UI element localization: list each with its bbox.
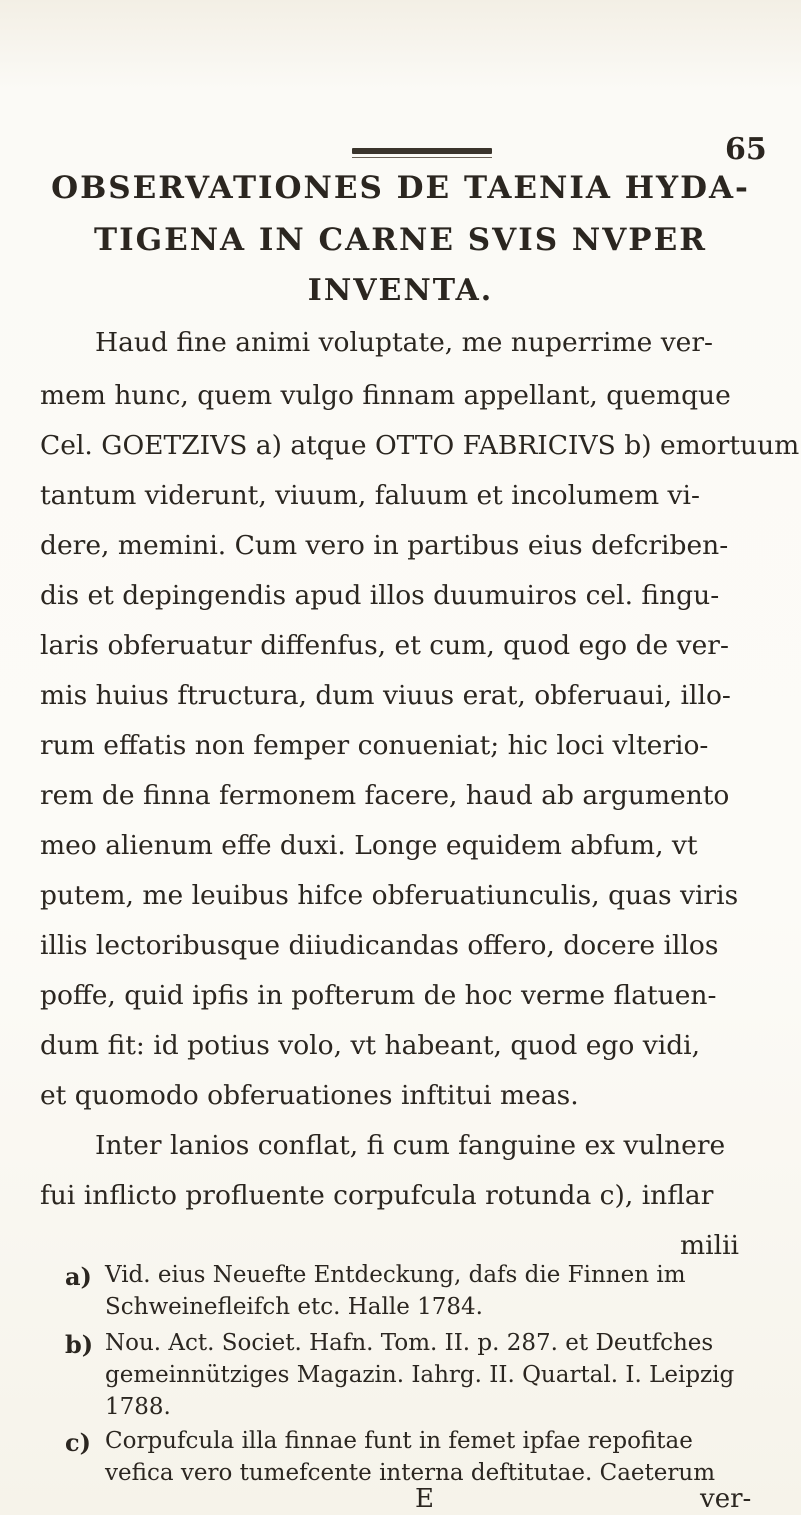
body-line: et quomodo obferuationes inftitui meas. [40,1080,579,1111]
footnote-mark: b) [65,1330,94,1359]
footnote-mark: c) [65,1428,91,1457]
body-line: Cel. GOETZIVS a) atque OTTO FABRICIVS b) emortuum [40,430,800,461]
body-line: poffe, quid ipfis in pofterum de hoc verme flatuen- [40,980,717,1011]
title-line-1: OBSERVATIONES DE TAENIA HYDA- [51,170,750,206]
body-line: illis lectoribusque diiudicandas offero, docere illos [40,930,719,961]
signature-mark: E [415,1484,434,1514]
footnote-line: Nou. Act. Societ. Hafn. Tom. II. p. 287. et Deutfches [105,1330,714,1356]
body-line: dis et depingendis apud illos duumuiros cel. fingu- [40,580,720,611]
body-line: tantum viderunt, viuum, faluum et incolumem vi- [40,480,700,511]
body-line: meo alienum effe duxi. Longe equidem abfum, vt [40,830,698,861]
footnote-line: 1788. [105,1394,171,1420]
footnote-line: gemeinnütziges Magazin. Iahrg. II. Quartal. I. Leipzig [105,1362,735,1388]
footnote-line: vefica vero tumefcente interna deftitutae. Caeterum [105,1460,716,1486]
body-line: dere, memini. Cum vero in partibus eius defcriben- [40,530,729,561]
footnote-line: Corpufcula illa finnae funt in femet ipfae repofitae [105,1428,693,1454]
body-line: Haud fine animi voluptate, me nuperrime ver- [95,327,713,358]
header-rule-thin [352,157,492,158]
body-line: milii [680,1230,740,1261]
body-line: laris obferuatur diffenfus, et cum, quod ego de ver- [40,630,729,661]
footnote-mark: a) [65,1262,92,1291]
footnote-line: Schweinefleifch etc. Halle 1784. [105,1294,483,1320]
page-number: 65 [725,132,767,167]
body-line: mis huius ftructura, dum viuus erat, obferuaui, illo- [40,680,731,711]
body-line: rum effatis non femper conueniat; hic loci vlterio- [40,730,709,761]
title-line-2: TIGENA IN CARNE SVIS NVPER [94,222,707,258]
footnote-line: Vid. eius Neuefte Entdeckung, dafs die Finnen im [105,1262,686,1288]
body-line: putem, me leuibus hifce obferuatiunculis, quas viris [40,880,739,911]
body-line: Inter lanios conflat, fi cum fanguine ex vulnere [95,1130,726,1161]
body-line: mem hunc, quem vulgo finnam appellant, quemque [40,380,731,411]
catchword: ver- [700,1484,752,1514]
body-line: rem de finna fermonem facere, haud ab argumento [40,780,730,811]
title-line-3: INVENTA. [307,273,494,308]
body-line: fui inflicto profluente corpufcula rotunda c), inflar [40,1180,714,1211]
header-rule [352,148,492,154]
body-line: dum fit: id potius volo, vt habeant, quod ego vidi, [40,1030,701,1061]
